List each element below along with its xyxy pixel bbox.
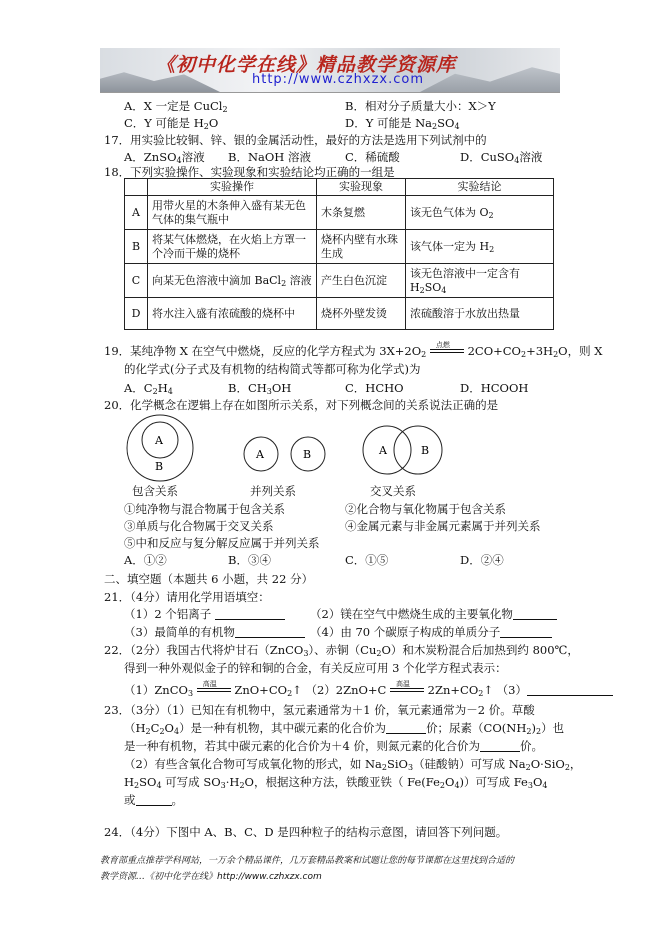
- circle-b: [394, 426, 442, 474]
- q16-option-b: B．相对分子质量大小：X＞Y: [345, 99, 496, 113]
- table-header-cell: 实验结论: [406, 179, 554, 196]
- circle-a: [363, 426, 411, 474]
- reaction-condition-arrow: 高温: [197, 685, 231, 695]
- answer-blank[interactable]: [386, 722, 426, 734]
- answer-blank[interactable]: [235, 626, 305, 638]
- row-phenomenon: 烧杯内壁有水珠生成: [317, 230, 406, 264]
- q23-line-6: 或 。: [124, 793, 183, 807]
- q20-stem: 20．化学概念在逻辑上存在如图所示关系，对下列概念间的关系说法正确的是: [104, 398, 499, 412]
- q22-line-1: 22．（2分）我国古代将炉甘石（ZnCO$_3$）、赤铜$(Cu_2O)$和木炭粉混合后加热到约 800℃，: [104, 643, 579, 658]
- circle-a-label: A: [379, 444, 387, 457]
- section-heading: 二、填空题（本题共 6 小题，共 22 分）: [104, 572, 314, 586]
- header-banner: [100, 48, 560, 93]
- row-operation: 用带火星的木条伸入盛有某无色气体的集气瓶中: [148, 196, 317, 230]
- row-conclusion: 该无色气体为 $O_2$: [406, 196, 554, 230]
- q20-statement-3: ③单质与化合物属于交叉关系: [124, 519, 274, 533]
- answer-blank[interactable]: [500, 626, 552, 638]
- table-row: [125, 230, 554, 264]
- q20-statement-5: ⑤中和反应与复分解反应属于并列关系: [124, 536, 320, 550]
- table-header-cell: 实验现象: [317, 179, 406, 196]
- q20-option-c: C．①⑤: [345, 553, 389, 567]
- row-conclusion: 该气体一定为 $H_2$: [406, 230, 554, 264]
- circle-b-label: B: [155, 460, 164, 473]
- q19-stem-line2: 的化学式(分子式及有机物的结构简式等都可称为化学式)为: [124, 362, 421, 376]
- row-label: A: [125, 196, 148, 230]
- q17-option-c: C．稀硫酸: [345, 150, 400, 164]
- q19-option-d: D．HCOOH: [460, 381, 529, 395]
- q19-option-a: A．$C_2H_4$: [124, 381, 173, 396]
- table-row: [125, 264, 554, 298]
- answer-blank[interactable]: [136, 794, 172, 806]
- q17-option-b: B．NaOH 溶液: [228, 150, 311, 164]
- q19-stem: 19．某纯净物 X 在空气中燃烧，反应的化学方程式为 $3X+2O_2$ 点燃 $2CO+CO_2+3H_2O$，则 X: [104, 341, 603, 359]
- caption-parallel: 并列关系: [250, 484, 296, 498]
- q23-line-1: 23．（3分）（1）已知在有机物中，氢元素通常为＋1 价，氧元素通常为－2 价。草酸: [104, 703, 535, 717]
- row-operation: 向某无色溶液中滴加 BaCl$_2$ 溶液: [148, 264, 317, 298]
- row-phenomenon: 木条复燃: [317, 196, 406, 230]
- cross-diagram: [363, 426, 442, 474]
- q23-line-3: 是一种有机物，若其中碳元素的化合价为＋4 价，则氮元素的化合价为 价。: [124, 739, 543, 753]
- circle-b-label: B: [303, 448, 312, 461]
- q21-stem: 21．（4分）请用化学用语填空：: [104, 590, 270, 604]
- parallel-diagram: [244, 437, 325, 471]
- q16-option-a: A．X 一定是 CuCl$_2$: [124, 99, 228, 114]
- q19-option-b: B．$CH_3OH$: [228, 381, 292, 396]
- q17-option-a: A．ZnSO$_4$溶液: [124, 150, 205, 165]
- row-phenomenon: 产生白色沉淀: [317, 264, 406, 298]
- q20-statement-2: ②化合物与氧化物属于包含关系: [345, 502, 506, 516]
- q18-table: [124, 178, 554, 330]
- q23-line-5: $H_2SO_4$ 可写成 $SO_3\cdot H_2O$，根据这种方法，铁酸亚铁（ $Fe(Fe_2O_4)$）可写成 $Fe_3O_4$: [124, 775, 548, 790]
- caption-cross: 交叉关系: [370, 484, 416, 498]
- row-label: D: [125, 298, 148, 330]
- table-header-row: [125, 179, 554, 196]
- table-row: [125, 196, 554, 230]
- reaction-condition-arrow: 高温: [390, 685, 424, 695]
- reaction-condition-arrow: 点燃: [430, 346, 464, 356]
- answer-blank[interactable]: [215, 608, 285, 620]
- q20-option-d: D．②④: [460, 553, 504, 567]
- q21-item-4: （4）由 70 个碳原子构成的单质分子: [310, 625, 552, 639]
- q20-option-b: B．③④: [228, 553, 271, 567]
- q21-item-3: （3）最简单的有机物: [124, 625, 305, 639]
- footer-line-1: 教育部重点推荐学科网站，一万余个精品课件，几万套精品教案和试题让您的每节课都在这里找到合适的: [100, 856, 515, 866]
- row-operation: 将某气体燃烧，在火焰上方罩一个冷而干燥的烧杯: [148, 230, 317, 264]
- answer-blank[interactable]: [480, 740, 520, 752]
- row-conclusion: 该无色溶液中一定含有 $H_2SO_4$: [406, 264, 554, 298]
- banner-title: 《初中化学在线》精品教学资源库: [156, 54, 457, 76]
- q23-line-2: $(H_2C_2O_4)$是一种有机物，其中碳元素的化合价为 价；尿素$(CO(NH_2)_2)$也: [124, 721, 565, 736]
- q18-stem: 18．下列实验操作、实验现象和实验结论均正确的一组是: [104, 165, 395, 179]
- q20-statement-1: ①纯净物与混合物属于包含关系: [124, 502, 285, 516]
- q22-equations: （1）ZnCO$_3$ 高温 $ZnO+CO_2↑$ （2）2ZnO+C 高温 $2Zn+CO_2↑$ （3）: [124, 683, 613, 697]
- q17-option-d: D．CuSO$_4$溶液: [460, 150, 543, 165]
- answer-blank[interactable]: [513, 608, 557, 620]
- q20-option-a: A．①②: [124, 553, 167, 567]
- q21-item-2: （2）镁在空气中燃烧生成的主要氧化物: [310, 607, 557, 621]
- row-label: B: [125, 230, 148, 264]
- banner-url[interactable]: http://www.czhxzx.com: [252, 72, 424, 87]
- circle-b-label: B: [421, 444, 430, 457]
- caption-contain: 包含关系: [132, 484, 178, 498]
- q24-stem: 24．（4分）下图中 A、B、C、D 是四种粒子的结构示意图，请回答下列问题。: [104, 825, 508, 839]
- row-conclusion: 浓硫酸溶于水放出热量: [406, 298, 554, 330]
- containment-diagram: [127, 415, 193, 481]
- table-row: [125, 298, 554, 330]
- answer-blank[interactable]: [527, 684, 613, 696]
- circle-a-label: A: [256, 448, 264, 461]
- q21-item-1: （1）2 个铝离子: [124, 607, 285, 621]
- table-header-cell: [125, 179, 148, 196]
- q16-option-d: D．Y 可能是 $Na_2SO_4$: [345, 116, 460, 131]
- row-phenomenon: 烧杯外壁发烫: [317, 298, 406, 330]
- q22-line-2: 得到一种外观似金子的锌和铜的合金，有关反应可用 3 个化学方程式表示：: [124, 661, 507, 675]
- q23-line-4: （2）有些含氧化合物可写成氧化物的形式，如 $Na_2SiO_3$（硅酸钠）可写成 $Na_2O\cdot SiO_2$，: [124, 757, 582, 772]
- row-label: C: [125, 264, 148, 298]
- q17-stem: 17．用实验比较铜、锌、银的金属活动性，最好的方法是选用下列试剂中的: [104, 133, 487, 147]
- circle-a-label: A: [155, 434, 163, 447]
- table-header-cell: 实验操作: [148, 179, 317, 196]
- q16-option-c: C．Y 可能是 $H_2O$: [124, 116, 219, 131]
- q20-statement-4: ④金属元素与非金属元素属于并列关系: [345, 519, 541, 533]
- footer-line-2[interactable]: 教学资源…《初中化学在线》http://www.czhxzx.com: [100, 872, 322, 882]
- q19-option-c: C．HCHO: [345, 381, 404, 395]
- row-operation: 将水注入盛有浓硫酸的烧杯中: [148, 298, 317, 330]
